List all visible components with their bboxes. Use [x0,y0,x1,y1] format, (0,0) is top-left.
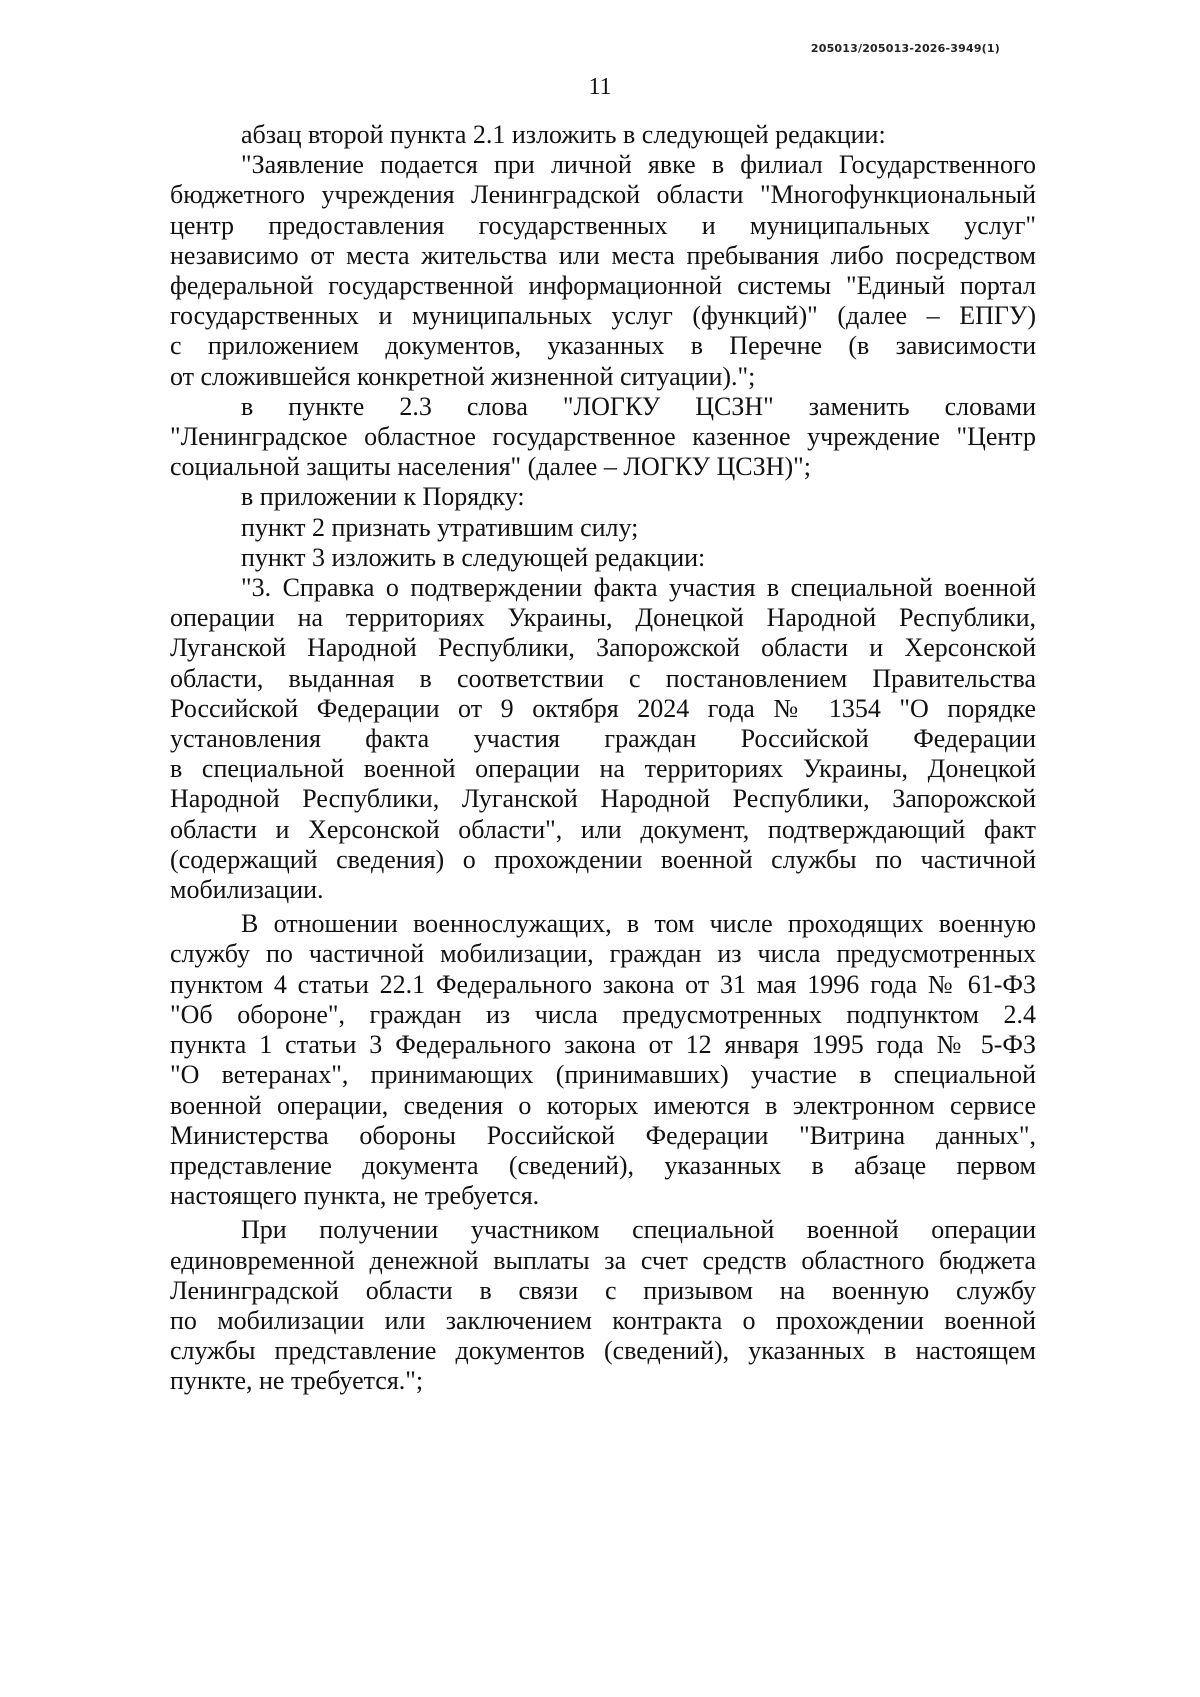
text-line: пункта 1 статьи 3 Федерального закона от 12 января 1995 года № 5-ФЗ [170,1030,1036,1060]
text-line: в специальной военной операции на территориях Украины, Донецкой [170,754,1036,784]
text-line: пунктом 4 статьи 22.1 Федерального закона от 31 мая 1996 года № 61-ФЗ [170,969,1036,999]
text-line: "Об обороне", граждан из числа предусмотренных подпунктом 2.4 [170,999,1036,1029]
paragraph-servicemen [170,909,1036,1211]
text-line: с приложением документов, указанных в Перечне (в зависимости [170,331,1036,361]
paragraph-certificate-quote [170,573,1036,905]
paragraph-application-quote [170,150,1036,392]
document-registration-number: 205013/205013-2026-3949(1) [810,42,1000,55]
text-line: военной операции, сведения о которых имеются в электронном сервисе [170,1090,1036,1120]
text-line: представление документа (сведений), указанных в абзаце первом [170,1150,1036,1180]
text-line: области, выданная в соответствии с постановлением Правительства [170,663,1036,693]
text-line: государственных и муниципальных услуг (функций)" (далее – ЕПГУ) [170,301,1036,331]
paragraph-item-2-void [170,513,1036,543]
text-line: в пункте 2.3 слова "ЛОГКУ ЦСЗН" заменить словами [241,391,1036,421]
text-line: При получении участником специальной военной операции [241,1215,1036,1245]
text-line: по мобилизации или заключением контракта о прохождении военной [170,1305,1036,1335]
text-line: центр предоставления государственных и муниципальных услуг" [170,210,1036,240]
text-line: абзац второй пункта 2.1 изложить в следующей редакции: [241,120,886,149]
text-line: пункт 2 признать утратившим силу; [241,512,639,542]
text-line: настоящего пункта, не требуется. [170,1181,540,1211]
text-line: "Ленинградское областное государственное казенное учреждение "Центр [170,422,1036,452]
text-line: социальной защиты населения" (далее – ЛОГКУ ЦСЗН)"; [170,452,811,482]
text-line: службы представление документов (сведений), указанных в настоящем [170,1336,1036,1366]
paragraph-appendix [170,482,1036,512]
text-line: В отношении военнослужащих, в том числе проходящих военную [241,909,1036,939]
text-line: области и Херсонской области", или документ, подтверждающий факт [170,814,1036,844]
text-line: Народной Республики, Луганской Народной Республики, Запорожской [170,784,1036,814]
text-line: "О ветеранах", принимающих (принимавших) участие в специальной [170,1060,1036,1090]
text-line: (содержащий сведения) о прохождении военной службы по частичной [170,844,1036,874]
text-line: мобилизации. [170,875,324,905]
text-line: Министерства обороны Российской Федерации "Витрина данных", [170,1120,1036,1150]
document-body [170,120,1036,1397]
text-line: пункт 3 изложить в следующей редакции: [241,542,706,572]
text-line: Ленинградской области в связи с призывом на военную службу [170,1275,1036,1305]
text-line: службу по частичной мобилизации, граждан из числа предусмотренных [170,939,1036,969]
text-line: пункте, не требуется."; [170,1366,424,1396]
text-line: установления факта участия граждан Российской Федерации [170,724,1036,754]
text-line: "3. Справка о подтверждении факта участия в специальной военной [241,573,1036,603]
paragraph-amend-2-1 [170,120,1036,150]
text-line: "Заявление подается при личной явке в филиал Государственного [241,150,1036,180]
paragraph-amend-2-3 [170,392,1036,483]
text-line: Российской Федерации от 9 октября 2024 года № 1354 "О порядке [170,693,1036,723]
paragraph-item-3-amend [170,543,1036,573]
text-line: федеральной государственной информационной системы "Единый портал [170,271,1036,301]
text-line: от сложившейся конкретной жизненной ситуации)."; [170,361,756,391]
text-line: Луганской Народной Республики, Запорожской области и Херсонской [170,633,1036,663]
paragraph-lump-sum-payment [170,1215,1036,1396]
text-line: независимо от места жительства или места пребывания либо посредством [170,240,1036,270]
text-line: в приложении к Порядку: [241,482,525,512]
page-number: 11 [588,74,612,100]
text-line: единовременной денежной выплаты за счет средств областного бюджета [170,1245,1036,1275]
text-line: операции на территориях Украины, Донецкой Народной Республики, [170,603,1036,633]
text-line: бюджетного учреждения Ленинградской области "Многофункциональный [170,180,1036,210]
